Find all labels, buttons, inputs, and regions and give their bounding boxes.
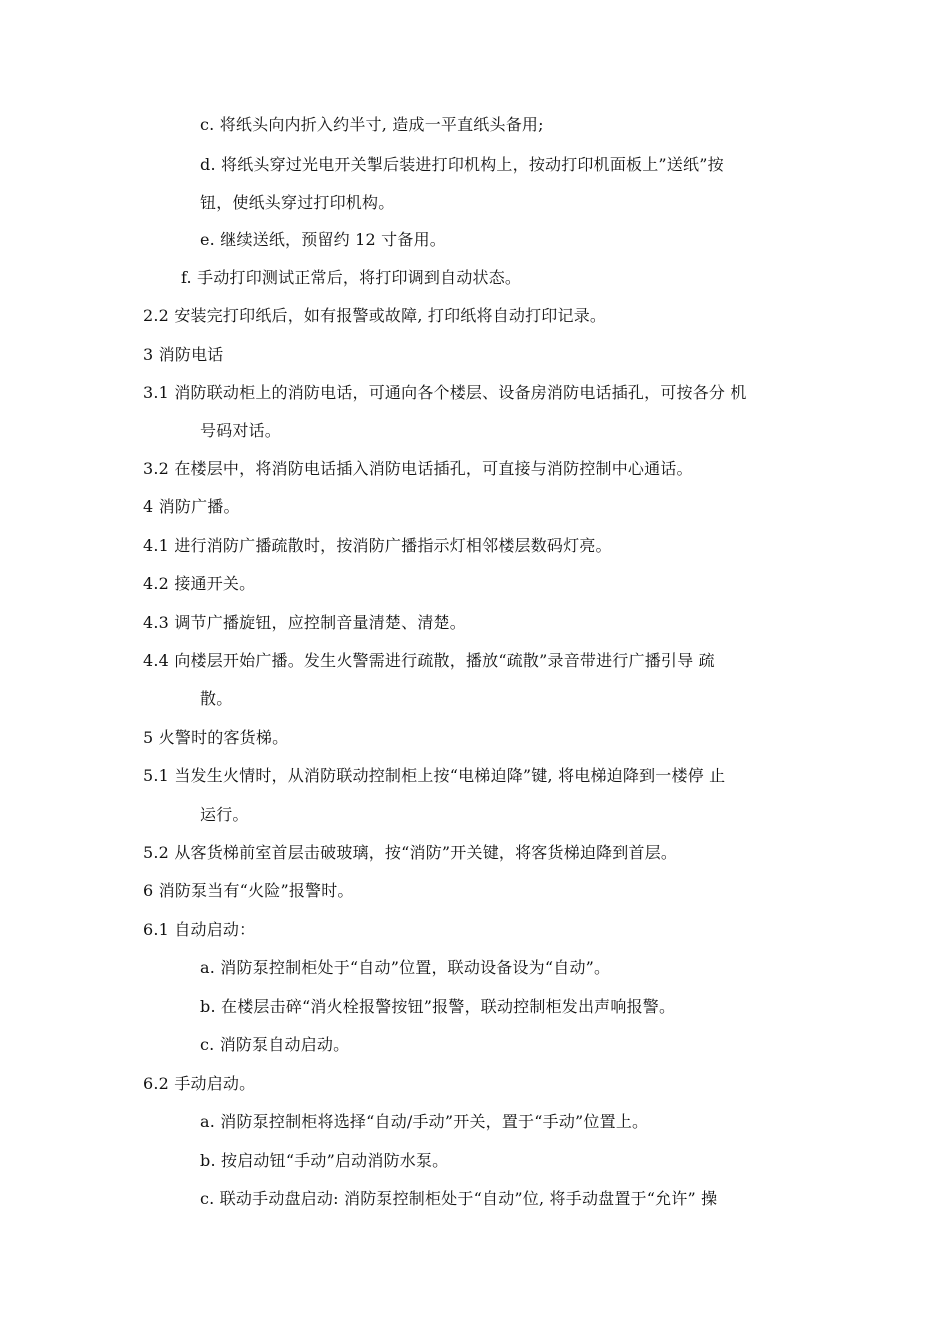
text-line: a. 消防泵控制柜处于“自动”位置，联动设备设为“自动”。 <box>200 958 611 977</box>
text-line: c. 消防泵自动启动。 <box>200 1035 350 1054</box>
text-line: f. 手动打印测试正常后，将打印调到自动状态。 <box>181 268 522 287</box>
text-line: c. 将纸头向内折入约半寸, 造成一平直纸头备用; <box>200 115 544 134</box>
text-line: 3.1 消防联动柜上的消防电话，可通向各个楼层、设备房消防电话插孔，可按各分 机 <box>143 383 747 402</box>
text-line: a. 消防泵控制柜将选择“自动/手动”开关，置于“手动”位置上。 <box>200 1112 649 1131</box>
text-line: 散。 <box>200 689 233 708</box>
text-line: 4.1 进行消防广播疏散时，按消防广播指示灯相邻楼层数码灯亮。 <box>143 536 612 555</box>
section-heading: 6 消防泵当有“火险”报警时。 <box>143 881 354 900</box>
section-heading: 4 消防广播。 <box>143 497 240 516</box>
text-line: 5.2 从客货梯前室首层击破玻璃，按“消防”开关键，将客货梯迫降到首层。 <box>143 843 678 862</box>
text-line: 钮，使纸头穿过打印机构。 <box>200 193 395 212</box>
text-line: 3.2 在楼层中，将消防电话插入消防电话插孔，可直接与消防控制中心通话。 <box>143 459 693 478</box>
text-line: 6.2 手动启动。 <box>143 1074 256 1093</box>
section-heading: 5 火警时的客货梯。 <box>143 728 289 747</box>
text-line: 5.1 当发生火情时，从消防联动控制柜上按“电梯迫降”键, 将电梯迫降到一楼停 止 <box>143 766 726 785</box>
text-line: e. 继续送纸，预留约 12 寸备用。 <box>200 230 446 249</box>
text-line: 号码对话。 <box>200 421 282 440</box>
text-line: 4.3 调节广播旋钮，应控制音量清楚、清楚。 <box>143 613 466 632</box>
text-line: 6.1 自动启动： <box>143 920 256 939</box>
section-heading: 3 消防电话 <box>143 345 224 364</box>
text-line: 4.2 接通开关。 <box>143 574 256 593</box>
text-line: b. 在楼层击碎“消火栓报警按钮”报警，联动控制柜发出声响报警。 <box>200 997 676 1016</box>
text-line: b. 按启动钮“手动”启动消防水泵。 <box>200 1151 449 1170</box>
text-line: 4.4 向楼层开始广播。发生火警需进行疏散，播放“疏散”录音带进行广播引导 疏 <box>143 651 715 670</box>
text-line: 2.2 安装完打印纸后，如有报警或故障, 打印纸将自动打印记录。 <box>143 306 607 325</box>
text-line: 运行。 <box>200 805 249 824</box>
text-line: d. 将纸头穿过光电开关掣后装进打印机构上，按动打印机面板上”送纸”按 <box>200 155 724 174</box>
text-line: c. 联动手动盘启动: 消防泵控制柜处于“自动”位, 将手动盘置于“允许” 操 <box>200 1189 718 1208</box>
